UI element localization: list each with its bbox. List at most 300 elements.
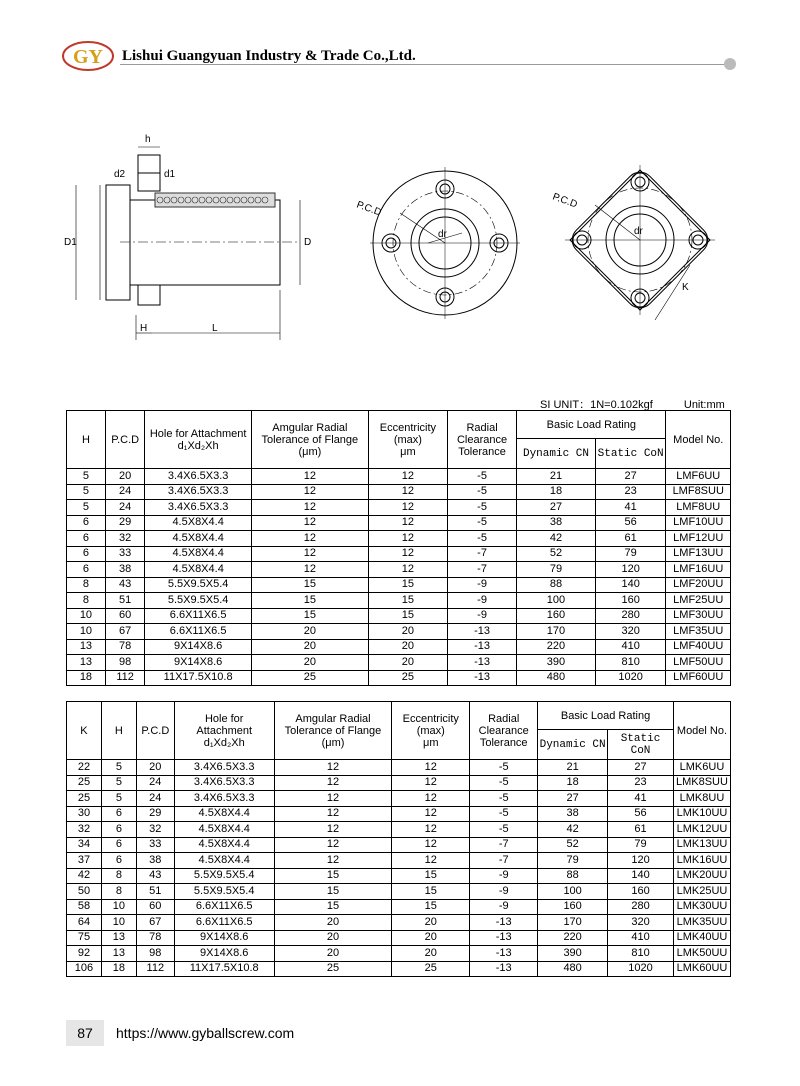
table-cell: 5.5X9.5X5.4 [145, 593, 251, 609]
table-cell: 5 [101, 775, 136, 791]
table-cell: -5 [447, 484, 516, 500]
table-cell: 15 [392, 884, 470, 900]
dim-h-label: h [145, 134, 151, 145]
table-cell: 52 [517, 546, 596, 562]
table-cell: 6 [101, 853, 136, 869]
table-row [67, 853, 731, 869]
table-cell: -9 [447, 577, 516, 593]
table-cell: 5.5X9.5X5.4 [174, 884, 274, 900]
table-cell: 8 [101, 868, 136, 884]
table-cell: LMK16UU [673, 853, 730, 869]
lmk-spec-table [66, 701, 731, 977]
table-cell: 61 [595, 531, 666, 547]
table-cell: 43 [105, 577, 145, 593]
table-cell: 13 [101, 930, 136, 946]
table-cell: 4.5X8X4.4 [145, 531, 251, 547]
table-cell: LMF12UU [666, 531, 731, 547]
table-cell: 20 [392, 946, 470, 962]
table-cell: 15 [251, 593, 368, 609]
table-cell: -9 [470, 884, 538, 900]
table-cell: 92 [67, 946, 102, 962]
table-cell: 112 [136, 961, 174, 977]
table-cell: 5 [67, 484, 106, 500]
table-cell: 29 [105, 515, 145, 531]
dr-label-round: dr [438, 229, 447, 240]
table-cell: 12 [274, 822, 392, 838]
table-cell: 41 [595, 500, 666, 516]
table-cell: 23 [608, 775, 674, 791]
table-row [67, 655, 731, 671]
table-cell: 810 [608, 946, 674, 962]
pcd-label-square: P.C.D [550, 191, 579, 211]
table-cell: 112 [105, 670, 145, 686]
table-cell: 13 [101, 946, 136, 962]
table-cell: 12 [392, 853, 470, 869]
table-cell: 12 [392, 837, 470, 853]
table-cell: 12 [368, 531, 447, 547]
table-cell: 10 [101, 899, 136, 915]
table-cell: 220 [517, 639, 596, 655]
si-unit-text: SI UNIT：1N=0.102kgf [540, 399, 653, 411]
table-cell: 160 [595, 593, 666, 609]
table-cell: 12 [251, 469, 368, 485]
table-cell: 23 [595, 484, 666, 500]
table-cell: 280 [595, 608, 666, 624]
table-cell: -13 [447, 639, 516, 655]
table-cell: 20 [368, 655, 447, 671]
table-cell: LMF8UU [666, 500, 731, 516]
table-cell: 58 [67, 899, 102, 915]
header-k: K [67, 702, 102, 760]
table-cell: 6 [67, 562, 106, 578]
table-cell: -5 [470, 760, 538, 776]
header-h: H [101, 702, 136, 760]
table-cell: LMK12UU [673, 822, 730, 838]
table-row [67, 915, 731, 931]
table-cell: 9X14X8.6 [145, 639, 251, 655]
table-cell: 12 [368, 484, 447, 500]
dim-K-label: K [682, 282, 689, 293]
table-cell: 20 [251, 639, 368, 655]
table-cell: 25 [67, 791, 102, 807]
table-cell: LMK8SUU [673, 775, 730, 791]
table-cell: 390 [538, 946, 608, 962]
table-cell: -13 [470, 915, 538, 931]
table-cell: 67 [105, 624, 145, 640]
table-cell: 12 [368, 515, 447, 531]
table-cell: -5 [470, 822, 538, 838]
table-cell: 220 [538, 930, 608, 946]
table-cell: 25 [368, 670, 447, 686]
table-cell: 25 [251, 670, 368, 686]
table-cell: 20 [274, 946, 392, 962]
lmf-spec-table [66, 410, 731, 686]
table-row [67, 515, 731, 531]
table-cell: LMK35UU [673, 915, 730, 931]
table-cell: 12 [368, 469, 447, 485]
table-cell: 41 [608, 791, 674, 807]
table-cell: 24 [105, 500, 145, 516]
table-cell: 18 [538, 775, 608, 791]
table-cell: -13 [470, 961, 538, 977]
table-cell: 64 [67, 915, 102, 931]
table-cell: 12 [274, 791, 392, 807]
table-cell: 320 [608, 915, 674, 931]
table-row [67, 531, 731, 547]
table-cell: -9 [470, 899, 538, 915]
table-cell: 32 [136, 822, 174, 838]
table-cell: 79 [517, 562, 596, 578]
table-cell: 61 [608, 822, 674, 838]
table-cell: 8 [67, 593, 106, 609]
header-basic-load: Basic Load Rating [517, 411, 666, 439]
table-cell: 160 [517, 608, 596, 624]
header-dot [724, 58, 736, 70]
table-cell: 15 [368, 593, 447, 609]
table-cell: 6 [67, 546, 106, 562]
table-cell: 25 [392, 961, 470, 977]
table-row [67, 899, 731, 915]
table-row [67, 822, 731, 838]
table-cell: 5 [67, 500, 106, 516]
table-row [67, 946, 731, 962]
table-cell: 20 [392, 930, 470, 946]
table-row [67, 593, 731, 609]
table-cell: 21 [538, 760, 608, 776]
side-view-drawing [76, 147, 300, 340]
table-cell: -13 [470, 930, 538, 946]
table-cell: -9 [447, 593, 516, 609]
table-cell: 390 [517, 655, 596, 671]
table-cell: 140 [608, 868, 674, 884]
table-cell: 3.4X6.5X3.3 [145, 484, 251, 500]
table-cell: 15 [251, 608, 368, 624]
table-cell: 12 [251, 515, 368, 531]
table-cell: LMK25UU [673, 884, 730, 900]
table-cell: 6.6X11X6.5 [145, 608, 251, 624]
table-cell: 12 [392, 806, 470, 822]
table-cell: 1020 [608, 961, 674, 977]
table-cell: 6.6X11X6.5 [174, 915, 274, 931]
table-cell: 12 [368, 562, 447, 578]
table-cell: 6.6X11X6.5 [145, 624, 251, 640]
header-model: Model No. [673, 702, 730, 760]
table-cell: 51 [105, 593, 145, 609]
table-cell: 43 [136, 868, 174, 884]
table-cell: 4.5X8X4.4 [145, 515, 251, 531]
table-cell: 60 [136, 899, 174, 915]
table-cell: 22 [67, 760, 102, 776]
table-cell: 56 [608, 806, 674, 822]
table-row [67, 961, 731, 977]
table-cell: 9X14X8.6 [174, 930, 274, 946]
table-cell: 32 [105, 531, 145, 547]
lmk-table-body [67, 760, 731, 977]
table-cell: LMK30UU [673, 899, 730, 915]
table-cell: 3.4X6.5X3.3 [145, 500, 251, 516]
table-cell: 120 [608, 853, 674, 869]
table-cell: 100 [538, 884, 608, 900]
table-cell: 27 [517, 500, 596, 516]
table-cell: -7 [447, 546, 516, 562]
table-cell: 6.6X11X6.5 [174, 899, 274, 915]
table-cell: LMK13UU [673, 837, 730, 853]
table-cell: 12 [274, 775, 392, 791]
table-cell: 810 [595, 655, 666, 671]
table-cell: 50 [67, 884, 102, 900]
table-cell: 170 [517, 624, 596, 640]
table-cell: -5 [447, 531, 516, 547]
table-row [67, 484, 731, 500]
table-cell: 21 [517, 469, 596, 485]
table-cell: 170 [538, 915, 608, 931]
table-cell: 5 [101, 791, 136, 807]
table-cell: 1020 [595, 670, 666, 686]
table-cell: 30 [67, 806, 102, 822]
table-cell: 20 [274, 915, 392, 931]
table-cell: LMK50UU [673, 946, 730, 962]
table-cell: 79 [595, 546, 666, 562]
table-cell: 12 [392, 760, 470, 776]
table-cell: 12 [251, 531, 368, 547]
table-cell: 13 [67, 639, 106, 655]
table-cell: -5 [447, 469, 516, 485]
table-cell: 480 [517, 670, 596, 686]
table-row [67, 760, 731, 776]
table-cell: 20 [274, 930, 392, 946]
table-cell: 12 [368, 546, 447, 562]
table-cell: 12 [392, 822, 470, 838]
table-cell: -9 [447, 608, 516, 624]
table-cell: LMF20UU [666, 577, 731, 593]
table-cell: 42 [67, 868, 102, 884]
header-angular-tolerance: Amgular Radial Tolerance of Flange (μm) [251, 411, 368, 469]
website-url: https://www.gyballscrew.com [116, 1025, 295, 1041]
table-cell: 52 [538, 837, 608, 853]
table-row [67, 624, 731, 640]
table-cell: 280 [608, 899, 674, 915]
header-static: Static CoN [608, 730, 674, 760]
header-divider [120, 64, 724, 65]
table-row [67, 837, 731, 853]
table-cell: 25 [67, 775, 102, 791]
table-row [67, 670, 731, 686]
table-cell: 24 [136, 791, 174, 807]
svg-text:GY: GY [73, 46, 103, 68]
table-cell: 3.4X6.5X3.3 [145, 469, 251, 485]
table-cell: 38 [136, 853, 174, 869]
table-cell: 79 [538, 853, 608, 869]
table-cell: 98 [136, 946, 174, 962]
table-cell: 88 [538, 868, 608, 884]
table-row [67, 469, 731, 485]
table-cell: LMF16UU [666, 562, 731, 578]
table-cell: -13 [447, 624, 516, 640]
header-eccentricity: Eccentricity (max) μm [392, 702, 470, 760]
round-flange-view [370, 167, 520, 319]
table-row [67, 639, 731, 655]
page-number: 87 [66, 1020, 104, 1046]
table-cell: LMF10UU [666, 515, 731, 531]
lmf-table-body [67, 469, 731, 686]
table-cell: LMF6UU [666, 469, 731, 485]
table-cell: 15 [368, 608, 447, 624]
table-cell: -13 [447, 670, 516, 686]
table-cell: 38 [105, 562, 145, 578]
table-cell: 78 [136, 930, 174, 946]
unit-mm-text: Unit:mm [683, 399, 725, 411]
table-row [67, 930, 731, 946]
table-cell: 3.4X6.5X3.3 [174, 775, 274, 791]
table-cell: 12 [251, 484, 368, 500]
table-cell: 6 [67, 531, 106, 547]
table-cell: 4.5X8X4.4 [174, 837, 274, 853]
table-cell: 15 [368, 577, 447, 593]
table-row [67, 577, 731, 593]
table-cell: 56 [595, 515, 666, 531]
table-cell: -5 [470, 791, 538, 807]
table-cell: 3.4X6.5X3.3 [174, 760, 274, 776]
table-cell: 3.4X6.5X3.3 [174, 791, 274, 807]
table-cell: LMF30UU [666, 608, 731, 624]
table-cell: 9X14X8.6 [174, 946, 274, 962]
table-cell: 42 [517, 531, 596, 547]
table-cell: LMK8UU [673, 791, 730, 807]
table-cell: LMF50UU [666, 655, 731, 671]
table-cell: LMK6UU [673, 760, 730, 776]
dr-label-square: dr [634, 226, 643, 237]
table-cell: LMF35UU [666, 624, 731, 640]
table-cell: 15 [392, 899, 470, 915]
table-cell: 12 [392, 791, 470, 807]
table-cell: 20 [251, 655, 368, 671]
table-cell: 12 [274, 806, 392, 822]
table-cell: 5.5X9.5X5.4 [174, 868, 274, 884]
table-row [67, 791, 731, 807]
header-dynamic: Dynamic CN [517, 439, 596, 469]
header-radial-clearance: Radial Clearance Tolerance [447, 411, 516, 469]
table-cell: 10 [67, 608, 106, 624]
table-cell: 11X17.5X10.8 [145, 670, 251, 686]
table-cell: LMK20UU [673, 868, 730, 884]
table-cell: 18 [67, 670, 106, 686]
table-cell: -5 [470, 806, 538, 822]
table-cell: 20 [251, 624, 368, 640]
dim-D-label: D [304, 237, 312, 248]
table-row [67, 884, 731, 900]
table-cell: 12 [392, 775, 470, 791]
table-cell: LMF60UU [666, 670, 731, 686]
table-cell: -7 [470, 853, 538, 869]
table-row [67, 806, 731, 822]
pcd-label-round: P.C.D [354, 199, 383, 219]
table-cell: -13 [470, 946, 538, 962]
table-row [67, 500, 731, 516]
dim-D1-label: D1 [64, 237, 77, 248]
table-cell: 24 [136, 775, 174, 791]
header-pcd: P.C.D [105, 411, 145, 469]
table-cell: 5 [67, 469, 106, 485]
header-basic-load: Basic Load Rating [538, 702, 674, 730]
table-cell: 4.5X8X4.4 [145, 546, 251, 562]
table-cell: 160 [608, 884, 674, 900]
table-cell: -5 [470, 775, 538, 791]
table-cell: -5 [447, 515, 516, 531]
table-cell: 15 [274, 884, 392, 900]
table-cell: 20 [105, 469, 145, 485]
table-cell: 20 [136, 760, 174, 776]
table-cell: 79 [608, 837, 674, 853]
table-cell: 12 [251, 546, 368, 562]
table-cell: 15 [392, 868, 470, 884]
table-row [67, 775, 731, 791]
header-pcd: P.C.D [136, 702, 174, 760]
table-cell: LMF40UU [666, 639, 731, 655]
table-cell: LMF8SUU [666, 484, 731, 500]
table-cell: 60 [105, 608, 145, 624]
table-cell: 12 [274, 853, 392, 869]
table-cell: 10 [67, 624, 106, 640]
table-cell: 51 [136, 884, 174, 900]
table-cell: 12 [274, 837, 392, 853]
table-cell: 6 [101, 822, 136, 838]
table-cell: 12 [368, 500, 447, 516]
table-row [67, 868, 731, 884]
technical-drawings [60, 125, 740, 350]
table-cell: 12 [251, 500, 368, 516]
table-cell: 106 [67, 961, 102, 977]
header-radial-clearance: Radial Clearance Tolerance [470, 702, 538, 760]
table-cell: 24 [105, 484, 145, 500]
table-cell: 6 [67, 515, 106, 531]
table-cell: 160 [538, 899, 608, 915]
table-cell: -5 [447, 500, 516, 516]
table-row [67, 562, 731, 578]
table-cell: 78 [105, 639, 145, 655]
table-cell: 33 [105, 546, 145, 562]
table-cell: LMF25UU [666, 593, 731, 609]
header-model: Model No. [666, 411, 731, 469]
table-cell: LMK60UU [673, 961, 730, 977]
table-cell: 6 [101, 806, 136, 822]
table-cell: 37 [67, 853, 102, 869]
table-cell: -7 [447, 562, 516, 578]
table-cell: 12 [251, 562, 368, 578]
table-cell: -13 [447, 655, 516, 671]
table-cell: 20 [368, 624, 447, 640]
dim-L-label: L [212, 323, 218, 334]
table-cell: -9 [470, 868, 538, 884]
table-cell: 33 [136, 837, 174, 853]
table-row [67, 546, 731, 562]
table-cell: 410 [608, 930, 674, 946]
table-cell: 12 [274, 760, 392, 776]
table-cell: 120 [595, 562, 666, 578]
table-cell: 410 [595, 639, 666, 655]
table-cell: 38 [517, 515, 596, 531]
table-cell: 67 [136, 915, 174, 931]
table-cell: 9X14X8.6 [145, 655, 251, 671]
table-cell: 13 [67, 655, 106, 671]
table-cell: LMK10UU [673, 806, 730, 822]
table-cell: 100 [517, 593, 596, 609]
table-cell: 320 [595, 624, 666, 640]
table-cell: 27 [608, 760, 674, 776]
dim-H-label: H [140, 323, 148, 334]
table-cell: 4.5X8X4.4 [174, 806, 274, 822]
header-hole: Hole for Attachment d₁Xd₂Xh [145, 411, 251, 469]
table-cell: 27 [538, 791, 608, 807]
